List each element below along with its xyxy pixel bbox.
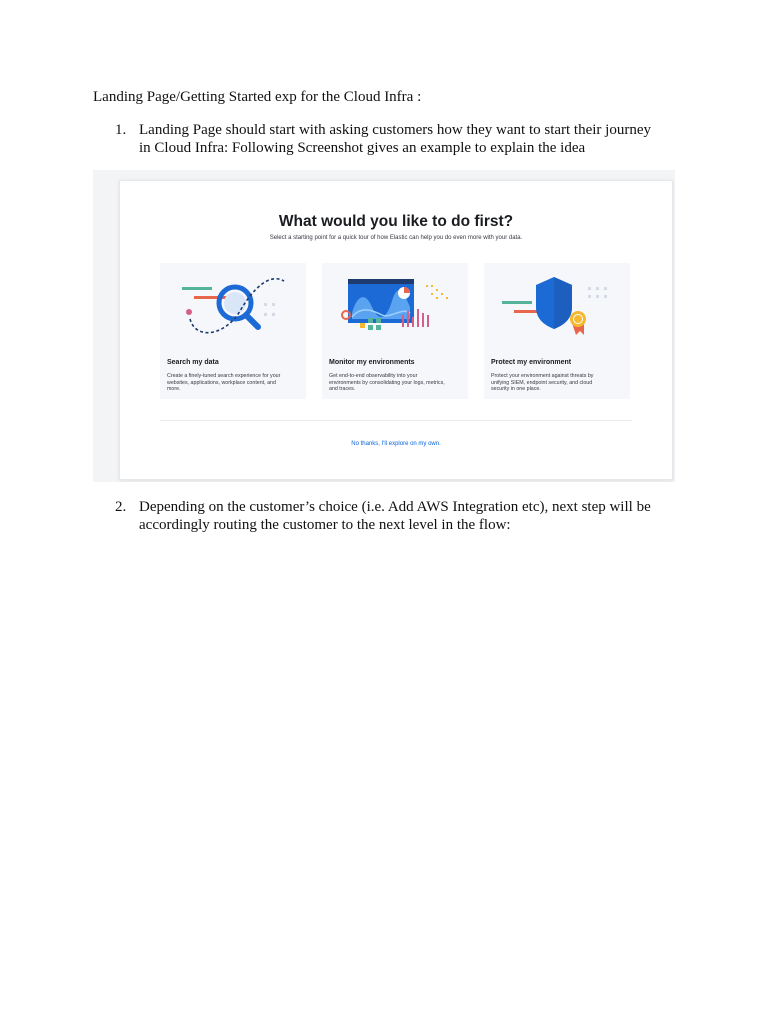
tile-title: Monitor my environments	[329, 359, 415, 366]
tile-desc-line: and traces.	[329, 386, 356, 393]
card-divider	[160, 420, 632, 421]
tile-description	[167, 373, 299, 393]
magnifier-illustration-icon	[160, 263, 306, 351]
list-text-line: Landing Page should start with asking customers how they want to start their journey	[139, 122, 651, 138]
list-text-line: Depending on the customer’s choice (i.e. Add AWS Integration etc), next step will be	[139, 499, 651, 515]
screenshot-subtitle: Select a starting point for a quick tour of how Elastic can help you do even more with your data.	[269, 235, 523, 241]
tile-desc-line: Protect your environment against threats by	[491, 373, 594, 379]
getting-started-card	[119, 180, 673, 480]
tile-search-my-data[interactable]	[160, 263, 306, 399]
tile-desc-line: more.	[167, 386, 181, 393]
tile-desc-line: Create a finely-tuned search experience for your	[167, 373, 281, 379]
shield-illustration-icon	[484, 263, 630, 351]
tile-description	[329, 373, 461, 393]
tile-title: Protect my environment	[491, 359, 572, 366]
screenshot-title: What would you like to do first?	[278, 213, 514, 230]
list-number: 1.	[115, 122, 127, 138]
list-number: 2.	[115, 499, 127, 515]
tile-desc-line: websites, applications, workplace content, and	[167, 379, 276, 386]
skip-explore-link[interactable]: No thanks, I'll explore on my own.	[351, 441, 441, 447]
tile-description	[491, 373, 623, 393]
list-item-2	[115, 498, 675, 534]
intro-paragraph: Landing Page/Getting Started exp for the Cloud Infra :	[93, 89, 422, 105]
tile-protect-my-environment[interactable]	[484, 263, 630, 399]
tile-desc-line: Get end-to-end observability into your	[329, 373, 418, 379]
list-item-1	[115, 121, 675, 157]
embedded-screenshot	[93, 170, 675, 482]
tile-desc-line: security in one place.	[491, 386, 541, 393]
dashboard-illustration-icon	[322, 263, 468, 351]
list-text-line: accordingly routing the customer to the next level in the flow:	[139, 517, 511, 533]
tile-monitor-my-environments[interactable]	[322, 263, 468, 399]
list-text-line: in Cloud Infra: Following Screenshot gives an example to explain the idea	[139, 140, 586, 156]
tile-title: Search my data	[167, 359, 219, 366]
tile-desc-line: environments by consolidating your logs, metrics,	[329, 379, 445, 386]
tile-desc-line: unifying SIEM, endpoint security, and cloud	[491, 379, 593, 386]
